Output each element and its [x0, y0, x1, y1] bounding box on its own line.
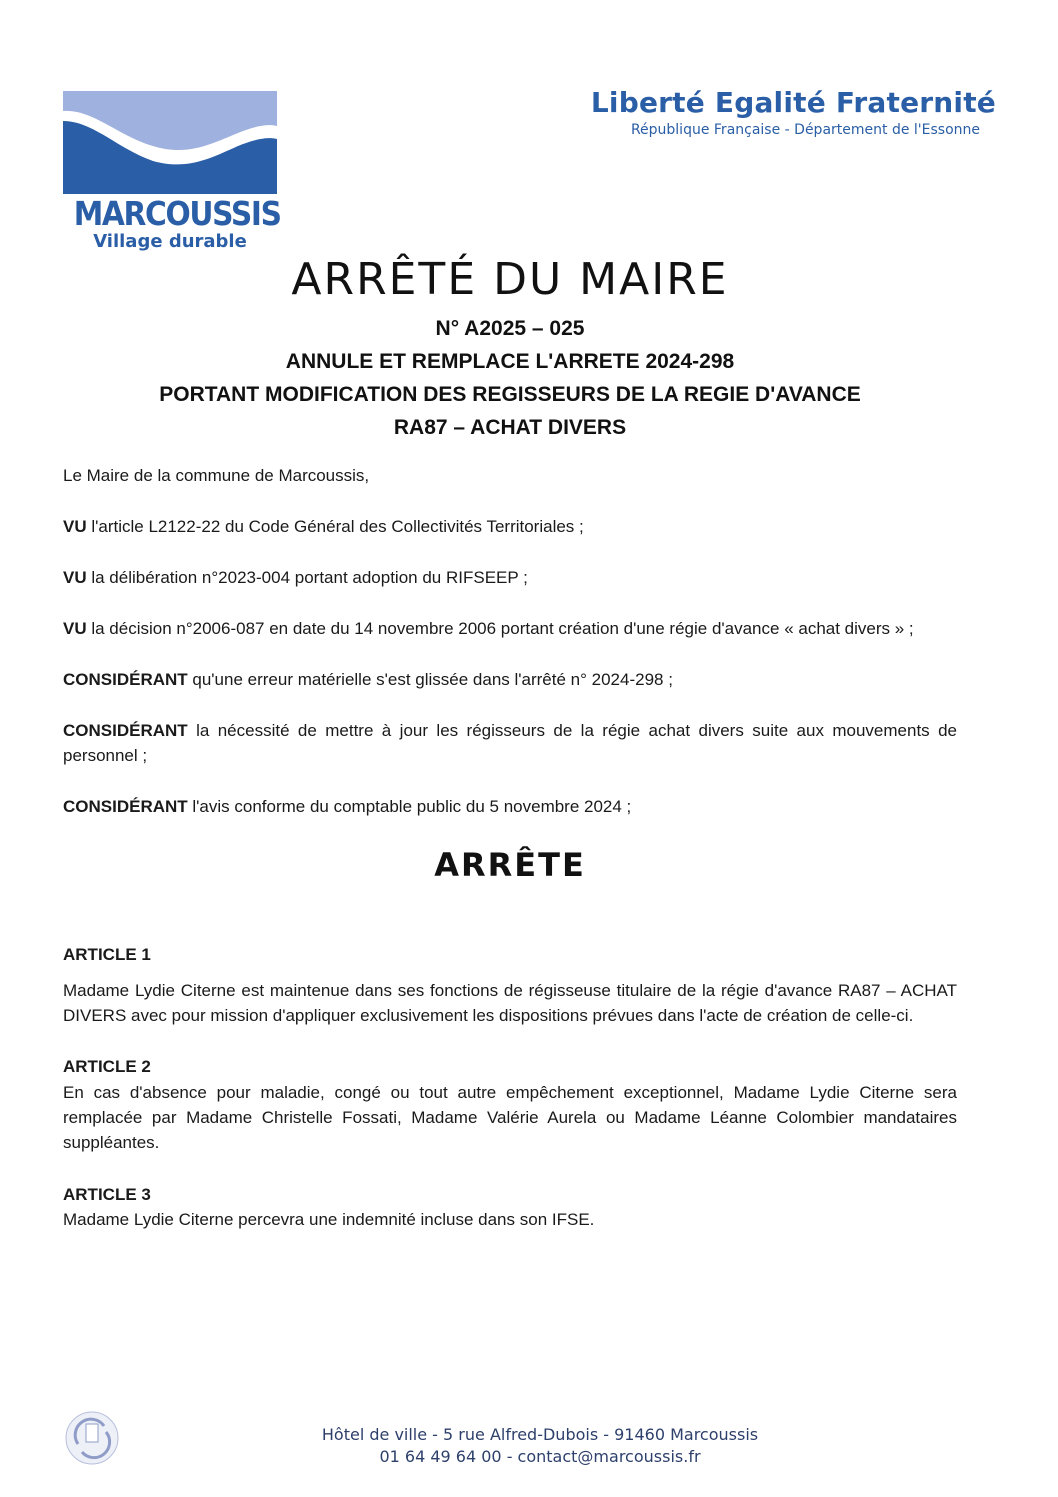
marcoussis-logo	[63, 91, 281, 266]
preamble-item	[63, 718, 957, 768]
preamble-text: qu'une erreur matérielle s'est glissée dans l'arrêté n° 2024-298 ;	[187, 670, 673, 689]
preamble-keyword: VU	[63, 568, 87, 587]
article-text: En cas d'absence pour maladie, congé ou tout autre empêchement exceptionnel, Madame Lydie Citerne sera remplacée par Madame Christelle Fossati, Madame Valérie Aurela ou Madame Léanne Colombier mandataires suppléantes.	[63, 1083, 957, 1152]
recycled-paper-icon	[64, 1410, 120, 1466]
footer-contact	[230, 1424, 850, 1468]
decision-heading: ARRÊTE	[434, 846, 586, 884]
logo-name: MARCOUSSIS	[73, 194, 281, 233]
preamble-keyword: CONSIDÉRANT	[63, 797, 188, 816]
logo-wave-graphic	[63, 91, 277, 194]
logo-tagline: Village durable	[93, 231, 247, 252]
footer-address: Hôtel de ville - 5 rue Alfred-Dubois - 91460 Marcoussis	[321, 1425, 759, 1444]
preamble-keyword: VU	[63, 619, 87, 638]
article-heading: ARTICLE 2	[63, 1057, 151, 1076]
document-title: ARRÊTÉ DU MAIRE	[291, 254, 729, 305]
preamble-keyword: CONSIDÉRANT	[63, 670, 188, 689]
preamble-keyword: CONSIDÉRANT	[63, 721, 188, 740]
title-subtitles	[0, 312, 1020, 444]
article-text: Madame Lydie Citerne percevra une indemnité incluse dans son IFSE.	[63, 1210, 595, 1229]
preamble-item	[63, 565, 957, 590]
preamble-item	[63, 667, 957, 692]
article-text: Madame Lydie Citerne est maintenue dans ses fonctions de régisseuse titulaire de la régie d'avance RA87 – ACHAT DIVERS avec pour mission d'appliquer exclusivement les dispositions prévues dans l'acte de création de celle-ci.	[63, 981, 957, 1025]
preamble-text: la décision n°2006-087 en date du 14 novembre 2006 portant création d'une régie d'avance « achat divers » ;	[86, 619, 914, 638]
preamble-text: l'article L2122-22 du Code Général des Collectivités Territoriales ;	[86, 517, 584, 536]
article-heading: ARTICLE 1	[63, 945, 151, 964]
preamble-item	[63, 794, 957, 819]
preamble-text: l'avis conforme du comptable public du 5 novembre 2024 ;	[187, 797, 632, 816]
republic-motto	[591, 88, 996, 138]
motto-main: Liberté Egalité Fraternité	[590, 86, 996, 119]
footer-phone-email: 01 64 49 64 00 - contact@marcoussis.fr	[379, 1447, 701, 1466]
subtitle-line-3: PORTANT MODIFICATION DES REGISSEURS DE LA REGIE D'AVANCE	[159, 383, 861, 406]
subtitle-line-4: RA87 – ACHAT DIVERS	[393, 416, 627, 439]
subtitle-line-2: ANNULE ET REMPLACE L'ARRETE 2024-298	[285, 350, 735, 373]
preamble-item	[63, 514, 957, 539]
preamble-text: la nécessité de mettre à jour les régisseurs de la régie achat divers suite aux mouvements de personnel ;	[63, 721, 957, 765]
preamble-keyword: VU	[63, 517, 87, 536]
preamble-item	[63, 616, 957, 641]
motto-subtitle: République Française - Département de l'Essonne	[630, 121, 980, 138]
article-heading: ARTICLE 3	[63, 1185, 151, 1204]
preamble-intro: Le Maire de la commune de Marcoussis,	[63, 466, 370, 485]
preamble-text: la délibération n°2023-004 portant adoption du RIFSEEP ;	[86, 568, 528, 587]
decree-number: N° A2025 – 025	[435, 317, 585, 340]
